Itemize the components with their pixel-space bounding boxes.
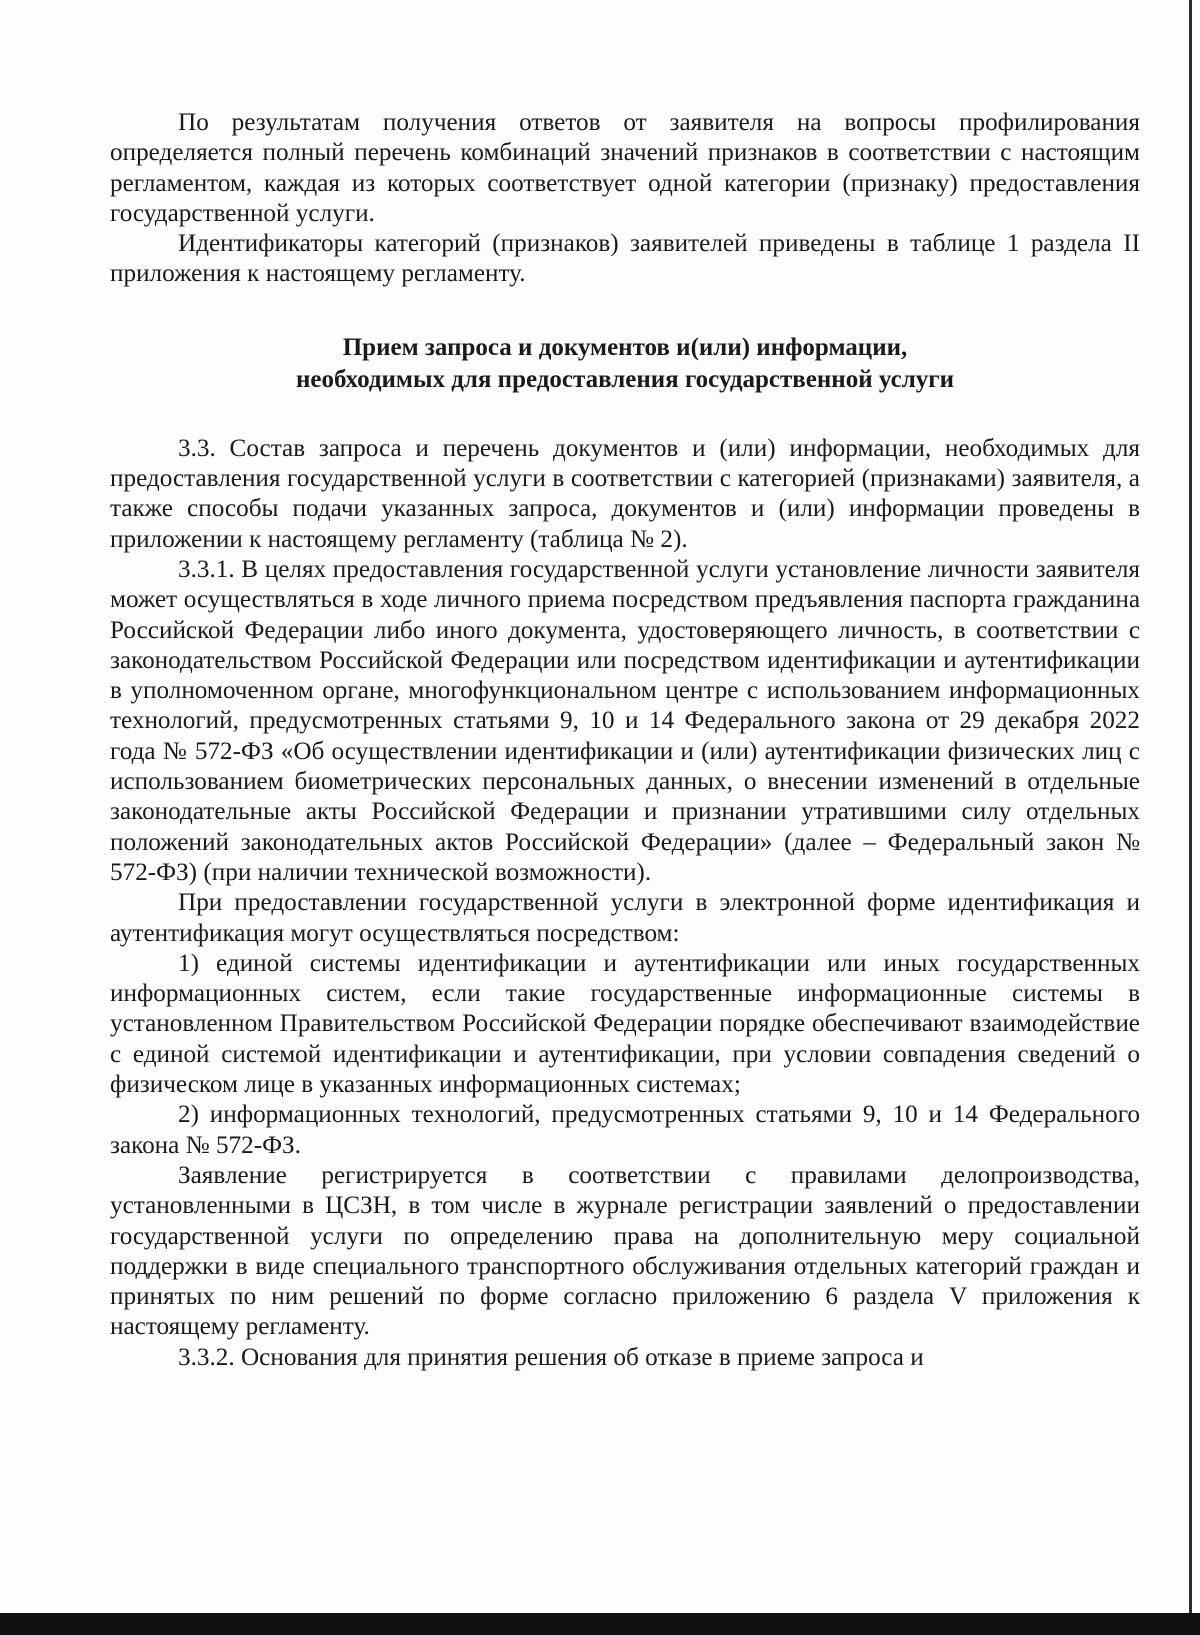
paragraph-3-3-1: 3.3.1. В целях предоставления государственной услуги установление личности заявителя может осуществляться в ходе личного приема посредством предъявления паспорта гражданина Российской Федерации либо иного документа, удостоверяющего личность, в соответствии с законодательством Российской Федерации или посредством идентификации и аутентификации в уполномоченном органе, многофункциональном центре с использованием информационных технологий, предусмотренных статьями 9, 10 и 14 Федерального закона от 29 декабря 2022 года № 572-ФЗ «Об осуществлении идентификации и (или) аутентификации физических лиц с использованием биометрических персональных данных, о внесении изменений в отдельные законодательные акты Российской Федерации и признании утратившими силу отдельных положений законодательных актов Российской Федерации» (далее – Федеральный закон № 572-ФЗ) (при наличии технической возможности). bbox=[110, 555, 1140, 886]
section-heading bbox=[110, 332, 1140, 396]
document-body bbox=[110, 108, 1140, 1373]
paragraph-3-3: 3.3. Состав запроса и перечень документов и (или) информации, необходимых для предоставления государственной услуги в соответствии с категорией (признаками) заявителя, а также способы подачи указанных запроса, документов и (или) информации проведены в приложении к настоящему регламенту (таблица № 2). bbox=[110, 434, 1140, 553]
list-item-1: 1) единой системы идентификации и аутентификации или иных государственных информационных систем, если такие государственные информационные системы в установленном Правительством Российской Федерации порядке обеспечивают взаимодействие с единой системой идентификации и аутентификации, при условии совпадения сведений о физическом лице в указанных информационных системах; bbox=[110, 949, 1140, 1099]
list-item-2: 2) информационных технологий, предусмотренных статьями 9, 10 и 14 Федерального закона № 572-ФЗ. bbox=[110, 1101, 1140, 1159]
scan-edge-right bbox=[1189, 0, 1192, 1635]
paragraph-registration: Заявление регистрируется в соответствии с правилами делопроизводства, установленными в ЦСЗН, в том числе в журнале регистрации заявлений о предоставлении государственной услуги по определению права на дополнительную меру социальной поддержки в виде специального транспортного обслуживания отдельных категорий граждан и принятых по ним решений по форме согласно приложению 6 раздела V приложения к настоящему регламенту. bbox=[110, 1161, 1140, 1341]
scan-edge-bottom bbox=[0, 1613, 1200, 1635]
paragraph-identifiers: Идентификаторы категорий (признаков) заявителей приведены в таблице 1 раздела II приложения к настоящему регламенту. bbox=[110, 230, 1140, 288]
paragraph-3-3-2: 3.3.2. Основания для принятия решения об отказе в приеме запроса и bbox=[178, 1343, 924, 1371]
section-heading-line-1: Прием запроса и документов и(или) информации, bbox=[342, 333, 908, 361]
section-heading-line-2: необходимых для предоставления государственной услуги bbox=[296, 365, 954, 393]
paragraph-electronic-form: При предоставлении государственной услуги в электронной форме идентификация и аутентификация могут осуществляться посредством: bbox=[110, 889, 1140, 947]
paragraph-profiling: По результатам получения ответов от заявителя на вопросы профилирования определяется полный перечень комбинаций значений признаков в соответствии с настоящим регламентом, каждая из которых соответствует одной категории (признаку) предоставления государственной услуги. bbox=[110, 109, 1140, 227]
